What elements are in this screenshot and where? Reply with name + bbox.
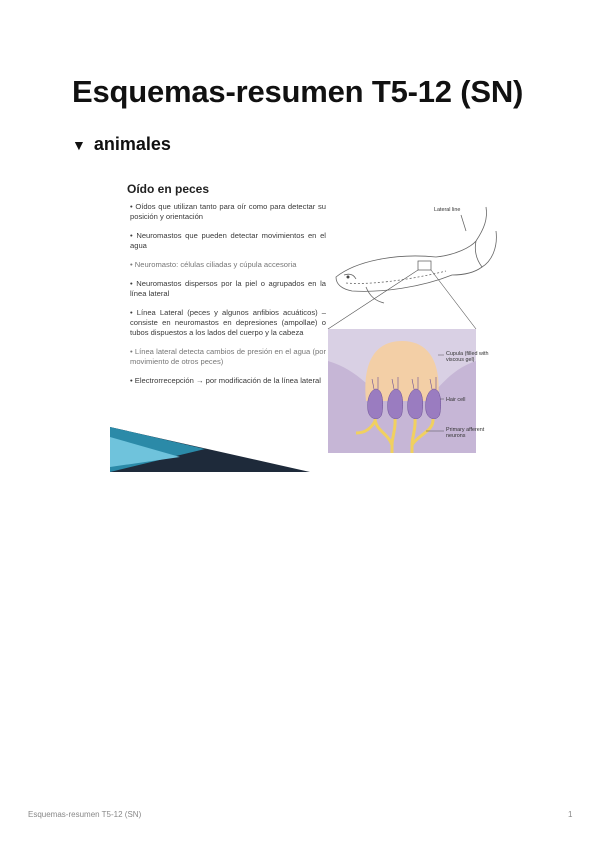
fish-illustration [336,207,496,303]
triangle-down-icon[interactable]: ▼ [72,136,86,153]
slide-title: Oído en peces [127,182,210,196]
fish-lateral-line-diagram [326,201,506,461]
bullet-list [130,202,326,395]
bullet-item: • Neuromasto: células ciliadas y cúpula accesoria [130,260,297,269]
page-number: 1 [568,810,573,819]
bullet-item: • Neuromastos que pueden detectar movimientos en el agua [130,231,326,250]
label-cupula: Cupula (filled with viscous gel) [446,351,489,363]
bullet-item: • Neuromastos dispersos por la piel o agrupados en la línea lateral [130,279,326,298]
section-label: animales [93,134,171,154]
label-afferent-neurons: Primary afferent neurons [446,427,485,439]
toggle-section-animales[interactable] [72,134,171,155]
bullet-item: • Electrorrecepción → por modificación de la línea lateral [130,376,321,385]
slide-image [110,175,508,472]
bullet-item: • Línea lateral detecta cambios de presión en el agua (por movimiento de otros peces) [130,347,326,366]
label-hair-cell: Hair cell [446,397,466,403]
bullet-item: • Oídos que utilizan tanto para oír como para detectar su posición y orientación [130,202,326,221]
page-title: Esquemas-resumen T5-12 (SN) [72,74,524,109]
footer-title: Esquemas-resumen T5-12 (SN) [28,810,142,819]
label-lateral-line: Lateral line [434,207,461,213]
bullet-item: • Línea Lateral (peces y algunos anfibios acuáticos) – consiste en neuromastos en depresiones (ampollae) o tubos dispuestos a los lados del cuerpo y la cabeza [130,308,326,337]
